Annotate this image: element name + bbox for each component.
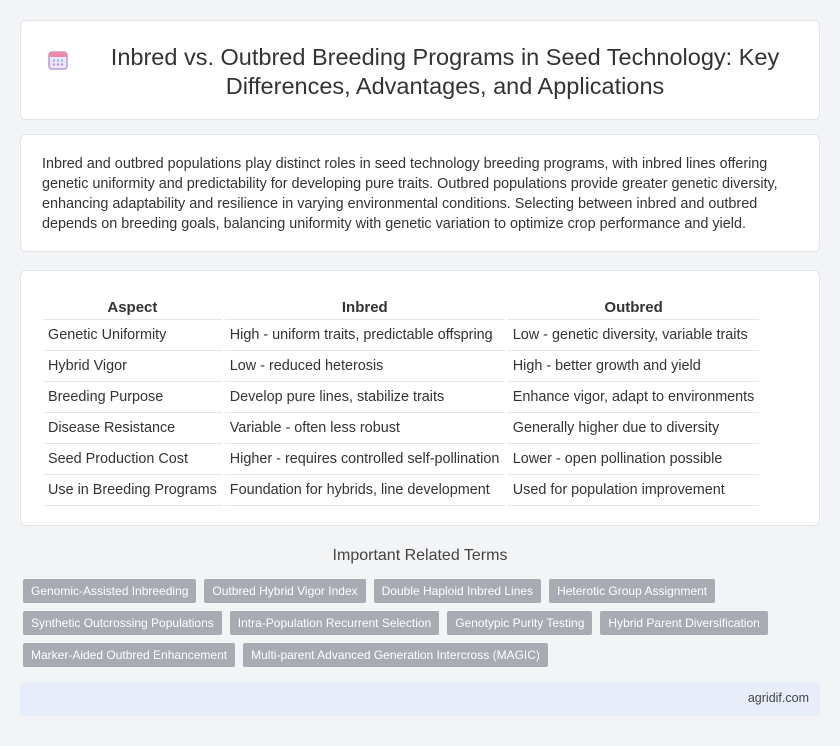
- cell-inbred: Foundation for hybrids, line development: [223, 474, 506, 505]
- cell-outbred: Enhance vigor, adapt to environments: [506, 381, 759, 412]
- table-row: [43, 443, 759, 474]
- cell-aspect: Genetic Uniformity: [43, 319, 223, 350]
- related-term-tag[interactable]: Genomic-Assisted Inbreeding: [23, 579, 196, 603]
- intro-card: [20, 134, 820, 252]
- table-row: [43, 412, 759, 443]
- related-term-tag[interactable]: Heterotic Group Assignment: [549, 579, 715, 603]
- table-row: [43, 350, 759, 381]
- related-term-tag[interactable]: Synthetic Outcrossing Populations: [23, 611, 222, 635]
- related-term-tag[interactable]: Genotypic Purity Testing: [447, 611, 592, 635]
- cell-aspect: Use in Breeding Programs: [43, 474, 223, 505]
- related-term-tag[interactable]: Marker-Aided Outbred Enhancement: [23, 643, 235, 667]
- cell-outbred: Used for population improvement: [506, 474, 759, 505]
- header-outbred: Outbred: [506, 297, 759, 319]
- related-term-tag[interactable]: Hybrid Parent Diversification: [600, 611, 767, 635]
- table-header-row: [43, 297, 759, 319]
- cell-outbred: High - better growth and yield: [506, 350, 759, 381]
- cell-aspect: Seed Production Cost: [43, 443, 223, 474]
- related-term-tag[interactable]: Multi-parent Advanced Generation Intercross (MAGIC): [243, 643, 548, 667]
- cell-inbred: Variable - often less robust: [223, 412, 506, 443]
- table-row: [43, 474, 759, 505]
- related-term-tag[interactable]: Outbred Hybrid Vigor Index: [204, 579, 365, 603]
- intro-paragraph: Inbred and outbred populations play distinct roles in seed technology breeding programs, with inbred lines offering genetic uniformity and predictability for developing pure traits. Outbred populations provide greater genetic diversity, enhancing adaptability and resilience in varying environmental conditions. Selecting between inbred and outbred depends on breeding goals, balancing uniformity with genetic variation to optimize crop performance and yield.: [42, 156, 778, 232]
- table-row: [43, 381, 759, 412]
- header-inbred: Inbred: [223, 297, 506, 319]
- related-term-tag[interactable]: Intra-Population Recurrent Selection: [230, 611, 439, 635]
- page-title: Inbred vs. Outbred Breeding Programs in Seed Technology: Key Differences, Advantages, and Applications: [110, 44, 780, 99]
- cell-inbred: High - uniform traits, predictable offspring: [223, 319, 506, 350]
- cell-aspect: Breeding Purpose: [43, 381, 223, 412]
- footer-site-link[interactable]: agridif.com: [747, 691, 809, 705]
- related-terms-heading: Important Related Terms: [332, 547, 508, 564]
- cell-outbred: Low - genetic diversity, variable traits: [506, 319, 759, 350]
- cell-outbred: Generally higher due to diversity: [506, 412, 759, 443]
- tag-row: [23, 643, 803, 667]
- related-terms-list: [23, 579, 803, 675]
- footer-bar: [20, 682, 820, 716]
- header-aspect: Aspect: [43, 297, 223, 319]
- cell-aspect: Disease Resistance: [43, 412, 223, 443]
- cell-inbred: Low - reduced heterosis: [223, 350, 506, 381]
- comparison-table: [43, 297, 759, 506]
- cell-aspect: Hybrid Vigor: [43, 350, 223, 381]
- tag-row: [23, 611, 803, 635]
- header-card: [20, 20, 820, 120]
- related-term-tag[interactable]: Double Haploid Inbred Lines: [374, 579, 541, 603]
- cell-outbred: Lower - open pollination possible: [506, 443, 759, 474]
- table-row: [43, 319, 759, 350]
- tag-row: [23, 579, 803, 603]
- cell-inbred: Higher - requires controlled self-pollination: [223, 443, 506, 474]
- comparison-card: [20, 270, 820, 526]
- cell-inbred: Develop pure lines, stabilize traits: [223, 381, 506, 412]
